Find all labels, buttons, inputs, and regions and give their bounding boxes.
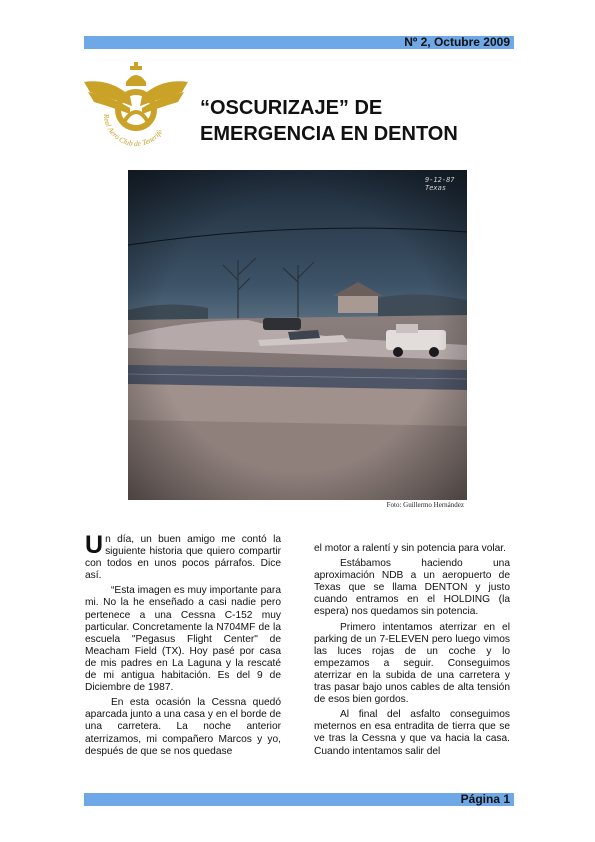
article-paragraph: el motor a ralentí y sin potencia para volar. [314, 543, 506, 554]
photo-caption: Foto: Guillermo Hernández [386, 501, 464, 509]
article-paragraph: Estábamos haciendo una aproximación NDB a un aeropuerto de Texas que se llama DENTON y justo cuando entramos en el HOLDING (la espera) nos quedamos sin potencia. [314, 558, 510, 618]
article-title [200, 95, 520, 147]
header-bar [84, 36, 514, 49]
page-number: Página 1 [460, 792, 510, 806]
article-left-column [85, 531, 281, 761]
article-paragraph: “Esta imagen es muy importante para mi. No la he enseñado a casi nadie pero pertenece a una Cessna C-152 muy particular. Concretamente la N704MF de la escuela "Pegasus Flight Center" de Meacham Field (TX). Hoy pasé por casa de mis padres en La Laguna y la rescaté de mi antigua habitación. Es del 9 de Diciembre de 1987. [85, 585, 281, 694]
title-line-2: EMERGENCIA EN DENTON [200, 123, 458, 145]
article-paragraph: Primero intentamos aterrizar en el parking de un 7-ELEVEN pero luego vimos las luces rojas de un coche y lo empezamos a seguir. Conseguimos aterrizar en la subida de una carretera y tras pasar bajo unos cables de alta tensión de esos bien gordos. [314, 621, 510, 706]
footer-bar [84, 793, 514, 806]
photo-date-stamp-date: 9-12-87 [425, 176, 455, 184]
paragraph-text: n día, un buen amigo me contó la siguiente historia que quiero compartir con todos en unos pocos párrafos. Dice así. [85, 534, 281, 582]
logo-ring-text: Real Aero Club de Tenerife [101, 113, 165, 149]
article-paragraph: Al final del asfalto conseguimos meternos en esa entradita de tierra que se ve tras la Cessna y que va hacia la casa. Cuando intentamos salir del [314, 709, 510, 757]
photo-date-stamp [425, 176, 455, 192]
club-logo-icon [80, 62, 192, 157]
article-right-column [314, 543, 510, 761]
photo-date-stamp-place: Texas [425, 184, 447, 192]
dropcap: U [85, 531, 104, 559]
article-paragraph [85, 531, 281, 582]
title-line-1: “OSCURIZAJE” DE [200, 97, 383, 119]
article-photo [128, 170, 467, 500]
article-paragraph: En esta ocasión la Cessna quedó aparcada junto a una casa y en el borde de una carretera. La noche anterior aterrizamos, mi compañero Marcos y yo, después de que se nos quedase [85, 697, 281, 757]
issue-label: Nº 2, Octubre 2009 [404, 35, 510, 49]
